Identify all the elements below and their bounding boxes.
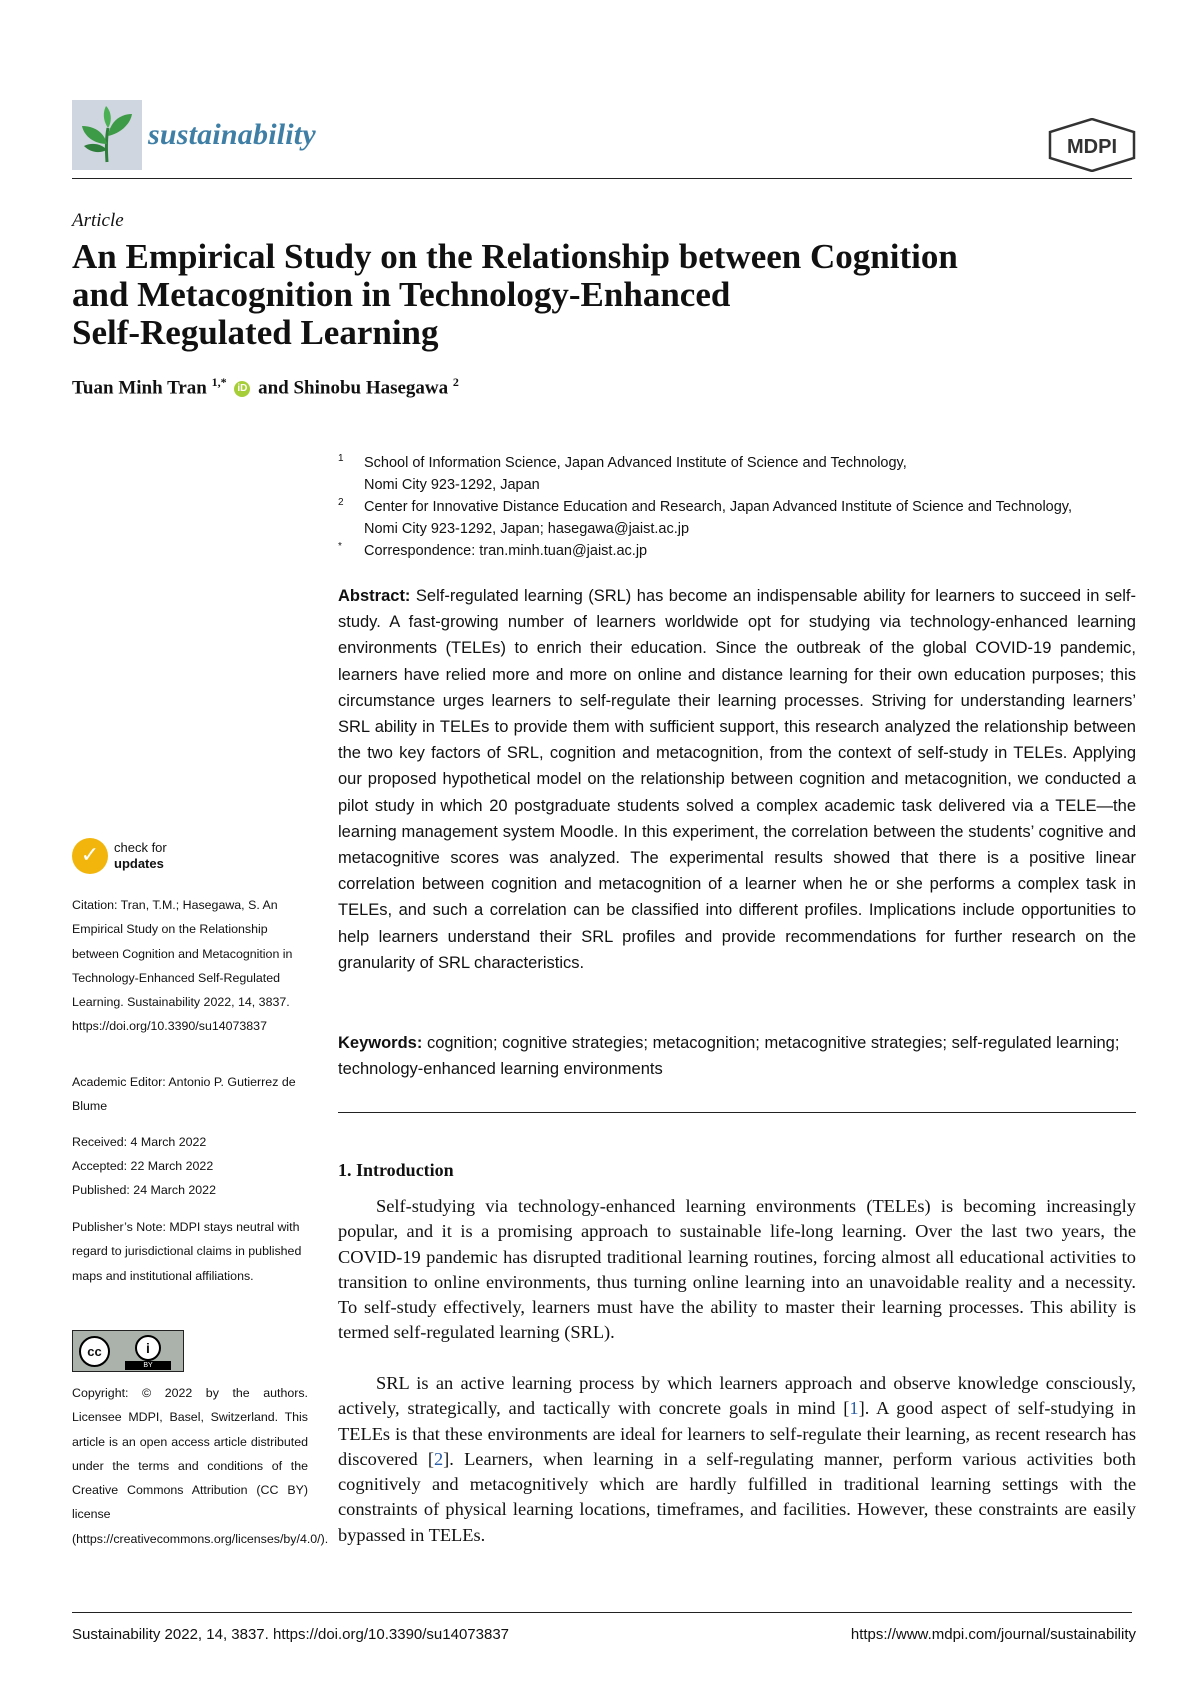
correspondence (338, 540, 647, 562)
citation-link[interactable]: 2 (433, 1448, 444, 1469)
affiliation-2 (338, 496, 1072, 540)
checkmark-icon: ✓ (72, 838, 108, 874)
svg-text:MDPI: MDPI (1067, 136, 1117, 158)
updates-label: check for (114, 840, 167, 855)
abstract-text: Self-regulated learning (SRL) has become an indispensable ability for learners to succeed in self-study. A fast-growing number of learners worldwide opt for studying via technology-enhanced learning environments (TELEs) to enrich their education. Since the outbreak of the global COVID-19 pandemic, learners have relied more and more on online and distance learning for their own education purposes; this circumstance urges learners to self-regulate their learning processes. Striving for understanding learners’ SRL ability in TELEs to provide them with sufficient support, this research analyzed the relationship between the two key factors of SRL, cognition and metacognition, from the context of self-study in TELEs. Applying our proposed hypothetical model on the relationship between cognition and metacognition, we conducted a pilot study in which 20 postgraduate students solved a complex academic task delivered via a TELE—the learning management system Moodle. In this experiment, the correlation between the students’ cognitive and metacognitive scores was analyzed. The experimental results showed that there is a positive linear correlation between cognition and metacognition of a learner when he or she performs a complex task in TELEs, and such a correlation can be classified into different profiles. Implications include opportunities to help learners understand their SRL profiles and provide recommendations for further research on the granularity of SRL characteristics. (338, 587, 1137, 972)
copyright-notice: Copyright: © 2022 by the authors. Licensee MDPI, Basel, Switzerland. This article is an open access article distributed under the terms and conditions of the Creative Commons Attribution (CC BY) license (https://creativecommons.org/licenses/by/4.0/). (72, 1386, 329, 1546)
keywords-text: cognition; cognitive strategies; metacognition; metacognitive strategies; self-regulated learning; technology-enhanced learning environments (338, 1034, 1120, 1078)
journal-logo-icon (72, 100, 142, 170)
author-name[interactable]: and Shinobu Hasegawa (258, 377, 449, 399)
academic-editor: Academic Editor: Antonio P. Gutierrez de Blume (72, 1075, 296, 1114)
paragraph: Self-studying via technology-enhanced learning environments (TELEs) is becoming increasingly popular, and it is a promising approach to sustainable life-long learning. Over the last two years, the COVID-19 pandemic has disrupted traditional learning routines, forcing almost all educational activities to transition to online environments, thus turning online learning into an unavoidable reality and a necessity. To self-study effectively, learners must have the ability to master their learning processes. This ability is termed self-regulated learning (SRL). (338, 1196, 1136, 1343)
updates-label: updates (114, 856, 164, 871)
title-line: Self-Regulated Learning (72, 313, 439, 352)
author-list (72, 375, 459, 399)
cc-icon: cc (79, 1336, 110, 1367)
person-icon: i (135, 1335, 161, 1361)
published-date: Published: 24 March 2022 (72, 1183, 216, 1197)
paragraph-text: ]. Learners, when learning in a self-regulating manner, perform various activities both cognitively and metacognitively which are hardly fulfilled in traditional learning settings with the constraints of physical learning locations, timeframes, and facilities. However, these constraints are easily bypassed in TELEs. (338, 1448, 1136, 1545)
affiliation-marker: * (338, 541, 342, 552)
footer-divider (72, 1612, 1132, 1613)
by-label: BY (125, 1361, 171, 1370)
citation-link[interactable]: 1 (849, 1398, 859, 1419)
received-date: Received: 4 March 2022 (72, 1135, 207, 1149)
paragraph (338, 1371, 1136, 1548)
section-divider (338, 1112, 1136, 1113)
affiliation-1 (338, 452, 907, 496)
paragraph-text: SRL is an active learning process by which learners approach and observe knowledge consciously, actively, strategically, and tactically with concrete goals in mind [ (338, 1373, 1136, 1419)
keywords-label: Keywords: (338, 1034, 423, 1052)
author-name[interactable]: Tuan Minh Tran (72, 377, 207, 399)
affiliation-line: Nomi City 923-1292, Japan (364, 477, 540, 493)
affiliation-line: Nomi City 923-1292, Japan; hasegawa@jaist.ac.jp (364, 521, 690, 537)
affiliation-marker: 2 (338, 497, 344, 508)
author-affiliation-marker: 1,* (211, 375, 227, 389)
keywords (338, 1030, 1136, 1082)
title-line: and Metacognition in Technology-Enhanced (72, 275, 731, 314)
accepted-date: Accepted: 22 March 2022 (72, 1159, 214, 1173)
article-type: Article (72, 210, 124, 231)
citation-info: Citation: Tran, T.M.; Hasegawa, S. An Empirical Study on the Relationship between Cognition and Metacognition in Technology-Enhanced Self-Regulated Learning. Sustainability 2022, 14, 3837. https://doi.org/10.3390/su14073837 (72, 898, 293, 1034)
header-divider (72, 178, 1132, 179)
affiliation-line: Center for Innovative Distance Education and Research, Japan Advanced Institute of Science and Technology, (364, 499, 1072, 515)
publisher-note: Publisher’s Note: MDPI stays neutral with regard to jurisdictional claims in published maps and institutional affiliations. (72, 1220, 302, 1283)
affiliation-marker: 1 (338, 453, 344, 464)
abstract-label: Abstract: (338, 587, 411, 605)
correspondence-line: Correspondence: tran.minh.tuan@jaist.ac.jp (364, 543, 648, 559)
orcid-icon[interactable]: iD (234, 381, 250, 397)
section-heading: 1. Introduction (338, 1160, 454, 1180)
article-title (72, 238, 1152, 352)
paragraph-text: ]. A good aspect of self-studying in TELEs is that these environments are ideal for learners to self-regulate their learning, as recent research has discovered [ (338, 1398, 1136, 1469)
cc-by-license-icon[interactable] (72, 1330, 184, 1372)
mdpi-logo-icon[interactable] (1048, 118, 1136, 172)
check-for-updates-button[interactable] (72, 838, 192, 880)
journal-name[interactable]: sustainability (148, 118, 316, 151)
author-affiliation-marker: 2 (452, 375, 459, 389)
affiliation-line: School of Information Science, Japan Advanced Institute of Science and Technology, (364, 455, 907, 471)
footer-citation[interactable]: Sustainability 2022, 14, 3837. https://doi.org/10.3390/su14073837 (72, 1626, 509, 1643)
abstract (338, 583, 1136, 976)
title-line: An Empirical Study on the Relationship between Cognition (72, 237, 958, 276)
footer-journal-link[interactable]: https://www.mdpi.com/journal/sustainability (850, 1626, 1136, 1643)
